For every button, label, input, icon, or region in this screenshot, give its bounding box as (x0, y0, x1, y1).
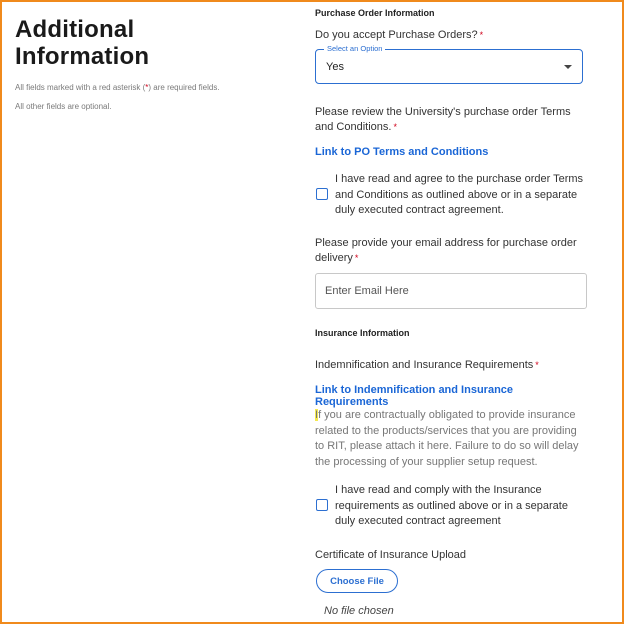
review-terms-label: Please review the University's purchase order Terms and Conditions. (315, 106, 571, 133)
optional-fields-note: All other fields are optional. (15, 102, 112, 111)
insurance-instructions (315, 408, 585, 470)
page-intro (15, 16, 225, 112)
accept-po-select[interactable] (315, 44, 583, 84)
insurance-requirements-text (315, 358, 539, 373)
note-text: All fields marked with a red asterisk ( (15, 83, 146, 92)
note-text-end: ) are required fields. (148, 83, 220, 92)
email-question-label: Please provide your email address for purchase order delivery (315, 237, 577, 264)
required-fields-note (15, 82, 225, 93)
review-terms-text (315, 105, 583, 135)
agree-terms-label: I have read and agree to the purchase order Terms and Conditions as outlined above or in a separate duly executed contract agreement. (335, 173, 584, 216)
page-title (15, 16, 225, 70)
po-terms-link[interactable]: Link to PO Terms and Conditions (315, 146, 489, 158)
required-asterisk: * (479, 30, 484, 40)
comply-insurance-label: I have read and comply with the Insurance requirements as outlined above or in a separate duly executed contract agreement (335, 484, 568, 527)
accept-po-question (315, 28, 483, 43)
certificate-upload-label: Certificate of Insurance Upload (315, 549, 467, 561)
file-status: No file chosen (324, 605, 394, 617)
page-title-line1: Additional (15, 16, 135, 43)
po-email-input[interactable] (315, 273, 587, 309)
chevron-down-icon[interactable] (564, 65, 572, 69)
select-value: Yes (326, 61, 344, 73)
accept-po-label: Do you accept Purchase Orders? (315, 29, 478, 41)
comply-insurance-checkbox[interactable] (316, 499, 328, 511)
note-asterisk: * (145, 83, 149, 92)
required-asterisk: * (535, 360, 539, 370)
insurance-requirements-link[interactable]: Link to Indemnification and Insurance Requirements (315, 384, 514, 408)
select-legend: Select an Option (324, 44, 385, 53)
required-asterisk: * (393, 122, 397, 132)
choose-file-button[interactable]: Choose File (316, 569, 398, 593)
insurance-section-heading: Insurance Information (315, 328, 410, 338)
instructions-text: f you are contractually obligated to provide insurance related to the products/services that you are providing to RIT, please attach it here. Failure to do so will delay the processing of your supplier setup request. (315, 409, 579, 468)
po-section-heading: Purchase Order Information (315, 8, 435, 18)
email-question (315, 236, 583, 266)
page-title-line2: Information (15, 43, 150, 70)
insurance-requirements-label: Indemnification and Insurance Requirements (315, 359, 534, 371)
highlighted-first-letter: I (315, 409, 319, 421)
agree-terms-checkbox[interactable] (316, 188, 328, 200)
required-asterisk: * (354, 253, 359, 263)
